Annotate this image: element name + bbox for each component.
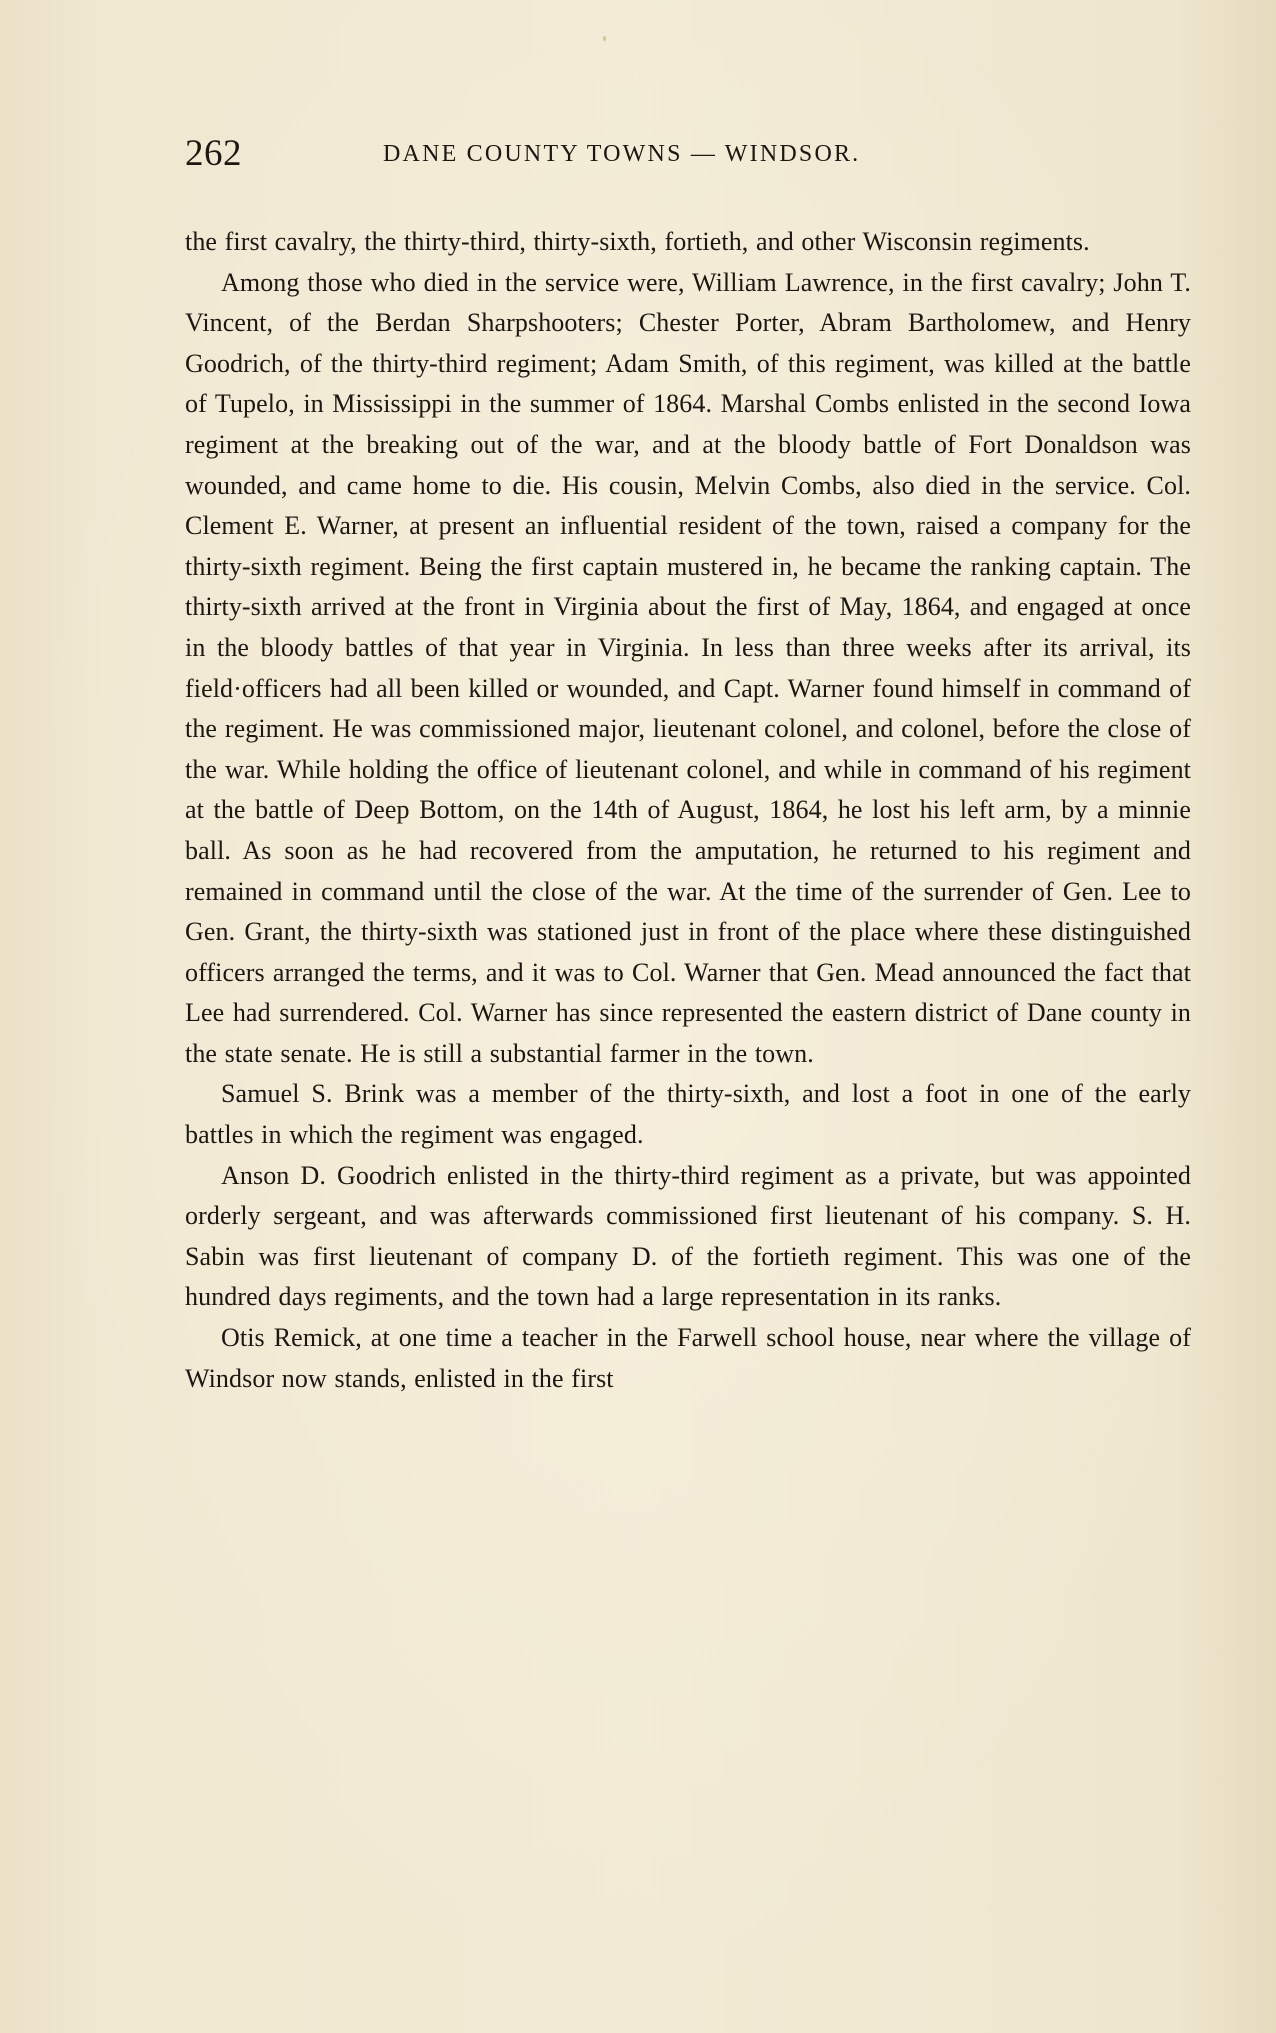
paragraph-samuel-brink: Samuel S. Brink was a member of the thirty-sixth, and lost a foot in one of the early battles in which the regiment was engaged.	[185, 1079, 1191, 1150]
paragraph-service-deaths: Among those who died in the service were, William Lawrence, in the first cavalry; John T. Vincent, of the Berdan Sharpshooters; Chester Porter, Abram Bartholomew, and Henry Goodrich, of the thirty-third regiment; Adam Smith, of this regiment, was killed at the battle of Tupelo, in Mississippi in the summer of 1864. Marshal Combs enlisted in the second Iowa regiment at the breaking out of the war, and at the bloody battle of Fort Donaldson was wounded, and came home to die. His cousin, Melvin Combs, also died in the service. Col. Clement E. Warner, at present an influential resident of the town, raised a company for the thirty-sixth regiment. Being the first captain mustered in, he became the ranking captain. The thirty-sixth arrived at the front in Virginia about the first of May, 1864, and engaged at once in the bloody battles of that year in Virginia. In less than three weeks after its arrival, its field·officers had all been killed or wounded, and Capt. Warner found himself in command of the regiment. He was commissioned major, lieutenant colonel, and colonel, before the close of the war. While holding the office of lieutenant colonel, and while in command of his regiment at the battle of Deep Bottom, on the 14th of August, 1864, he lost his left arm, by a minnie ball. As soon as he had recovered from the amputation, he returned to his regiment and remained in command until the close of the war. At the time of the surrender of Gen. Lee to Gen. Grant, the thirty-sixth was stationed just in front of the place where these distinguished officers arranged the terms, and it was to Col. Warner that Gen. Mead announced the fact that Lee had surrendered. Col. Warner has since represented the eastern district of Dane county in the state senate. He is still a substantial farmer in the town.	[185, 267, 1191, 1068]
paper-speck	[603, 36, 606, 41]
page-header	[185, 132, 995, 182]
body-text	[185, 222, 1191, 1399]
page-number: 262	[185, 133, 242, 174]
running-head: DANE COUNTY TOWNS — WINDSOR.	[383, 141, 861, 167]
paragraph-continuation: the first cavalry, the thirty-third, thirty-sixth, fortieth, and other Wisconsin regiments.	[185, 227, 1090, 256]
paragraph-otis-remick: Otis Remick, at one time a teacher in the Farwell school house, near where the village of Windsor now stands, enlisted in the first	[185, 1323, 1191, 1393]
paragraph-anson-goodrich: Anson D. Goodrich enlisted in the thirty-third regiment as a private, but was appointed orderly sergeant, and was afterwards commissioned first lieutenant of his company. S. H. Sabin was first lieutenant of company D. of the fortieth regiment. This was one of the hundred days regiments, and the town had a large representation in its ranks.	[185, 1160, 1191, 1312]
